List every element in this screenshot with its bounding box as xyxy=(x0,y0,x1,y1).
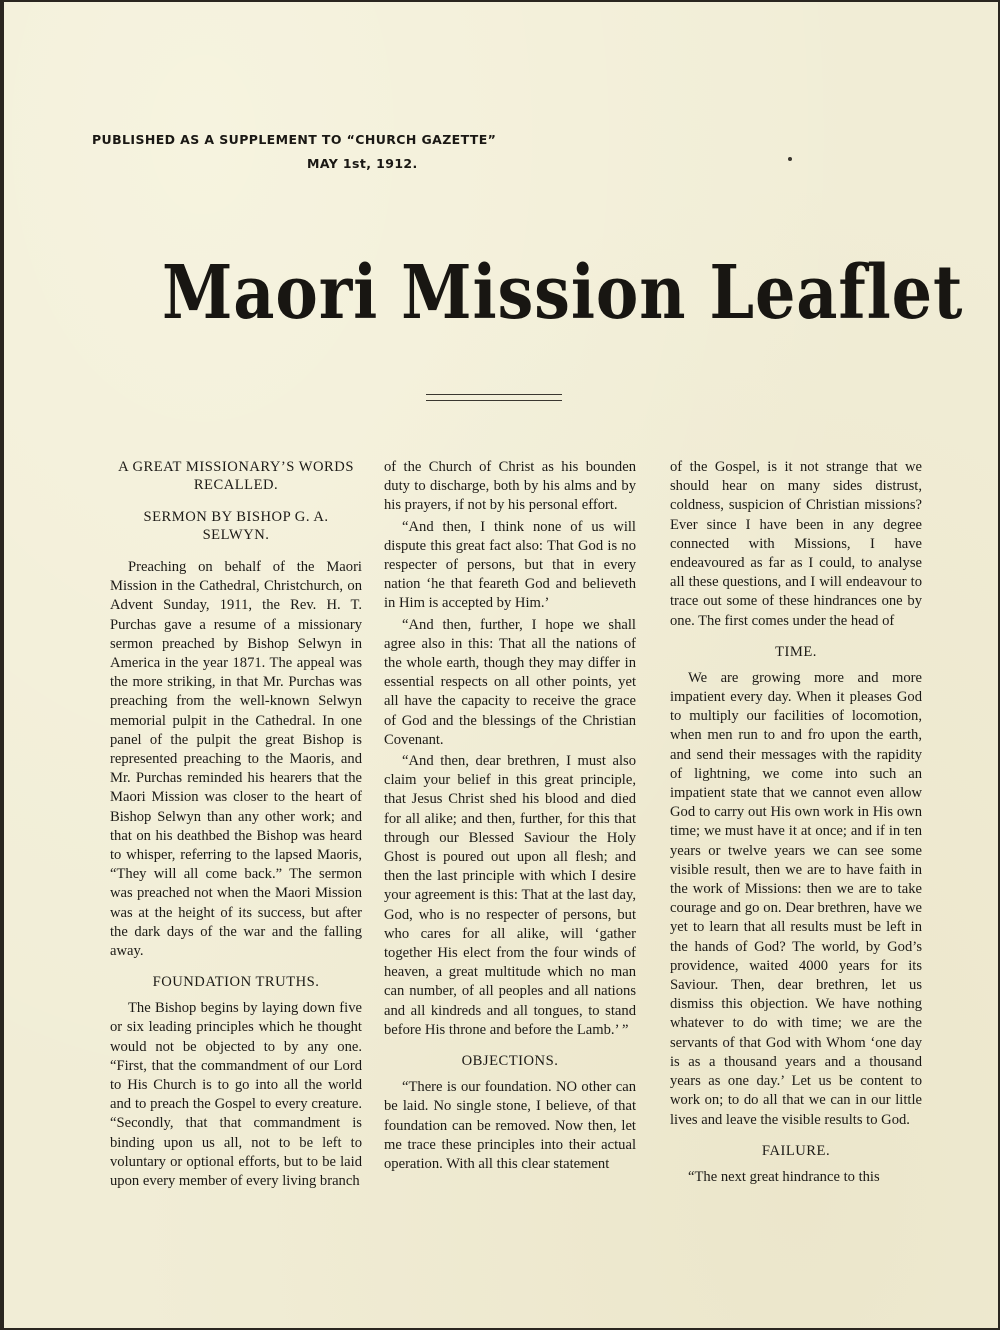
section-heading-objections: OBJECTIONS. xyxy=(461,1053,559,1070)
column-1 xyxy=(110,458,362,1191)
paragraph: The Bishop begins by laying down five or six leading principles which he thought would not be objected to by any one. “First, that the commandment of our Lord to His Church is to go into all the world and to preach the Gospel to every creature. “Secondly, that that commandment is binding upon us all, not to be left to voluntary or optional efforts, but to be laid upon every member of every living branch xyxy=(110,1000,362,1190)
paragraph: “And then, dear brethren, I must also claim your belief in this great principle, that Jesus Christ shed his blood and died for all alike; and then, further, for this that through our Blessed Saviour the Holy Ghost is poured out upon all flesh; and then the last principle with which I desire your agreement is this: That at the last day, God, who is no respecter of persons, but who cares for all alike, will ‘gather together His elect from the four winds of heaven, a great multitude which no man can number, of all peoples and all nations and all kindreds and all tongues, to stand before His throne and before the Lamb.’ ” xyxy=(384,753,636,1038)
column-2 xyxy=(384,458,636,1174)
paragraph-continued: of the Church of Christ as his bounden duty to discharge, both by his alms and by his prayers, if not by his personal effort. xyxy=(384,459,636,514)
publication-date: MAY 1st, 1912. xyxy=(307,156,418,171)
page-title: Maori Mission Leaflet xyxy=(162,250,964,336)
paragraph-continued: of the Gospel, is it not strange that we should hear on many sides distrust, coldness, suspicion of Christian missions? Ever since I have been in any degree connected with Missions, I have endeavoured as far as I could, to analyse all these questions, and I will endeavour to trace out some of these hindrances one by one. The first comes under the head of xyxy=(670,459,922,629)
section-heading-time: TIME. xyxy=(775,643,817,660)
paragraph: “And then, further, I hope we shall agree also in this: That all the nations of the whole earth, though they may differ in essential respects on all other points, yet all have the capacity to receive the grace of God and the blessings of the Christian Covenant. xyxy=(384,616,636,748)
title-double-rule xyxy=(426,394,562,401)
article-headline: A GREAT MISSIONARY’S WORDS RECALLED. xyxy=(118,459,354,493)
paragraph: “And then, I think none of us will dispute this great fact also: That God is no respecter of persons, but that in every nation ‘he that feareth God and believeth in Him is accepted by Him.’ xyxy=(384,518,636,612)
paragraph: We are growing more and more impatient every day. When it pleases God to multiply our facilities of locomotion, when men run to and fro upon the earth, and send their messages with the rapidity of lightning, we come into such an impatient state that we cannot even allow God to carry out His own work in His own time; we must have it at once; and if in ten years or twelve years we can see some visible result, then we are to have faith in the work of Missions: then we are to take courage and go on. Dear brethren, have we yet to learn that all results must be left in the hands of God? The world, by God’s providence, waited 4000 years for its Saviour. Then, dear brethren, let us dismiss this objection. We have nothing whatever to do with time; we are the servants of that God with Whom ‘one day is as a thousand years and a thousand years as one day.’ Let us be content to work on; to do all that we can in our little lives and leave the visible results to God. xyxy=(670,669,922,1128)
paragraph: Preaching on behalf of the Maori Mission in the Cathedral, Christchurch, on Advent Sunday, 1911, the Rev. H. T. Purchas gave a resume of a missionary sermon preached by Bishop Selwyn in America in the year 1871. The appeal was the more striking, in that Mr. Purchas was preaching from the well-known Selwyn memorial pulpit in the Cathedral. In one panel of the pulpit the great Bishop is represented preaching to the Maoris, and Mr. Purchas reminded his hearers that the Maori Mission was closer to the heart of Bishop Selwyn than any other work; and that on his deathbed the Bishop was heard to whisper, referring to the lapsed Maoris, “They will all come back.” The sermon was preached not when the Maori Mission was at the height of its success, but after the dark days of the war and the falling away. xyxy=(110,559,362,960)
column-3 xyxy=(670,458,922,1187)
section-heading-failure: FAILURE. xyxy=(761,1142,831,1159)
ink-speck xyxy=(788,157,792,161)
supplement-line: PUBLISHED AS A SUPPLEMENT TO “CHURCH GAZETTE” xyxy=(92,132,497,147)
article-subheadline: SERMON BY BISHOP G. A. SELWYN. xyxy=(143,509,329,543)
paragraph: “There is our foundation. NO other can be laid. No single stone, I believe, of that foundation can be removed. Now then, let me trace these principles into their actual operation. With all this clear statement xyxy=(384,1079,636,1172)
paragraph: “The next great hindrance to this xyxy=(688,1168,880,1185)
leaflet-page xyxy=(4,2,998,1328)
section-heading-foundation-truths: FOUNDATION TRUTHS. xyxy=(152,974,320,991)
